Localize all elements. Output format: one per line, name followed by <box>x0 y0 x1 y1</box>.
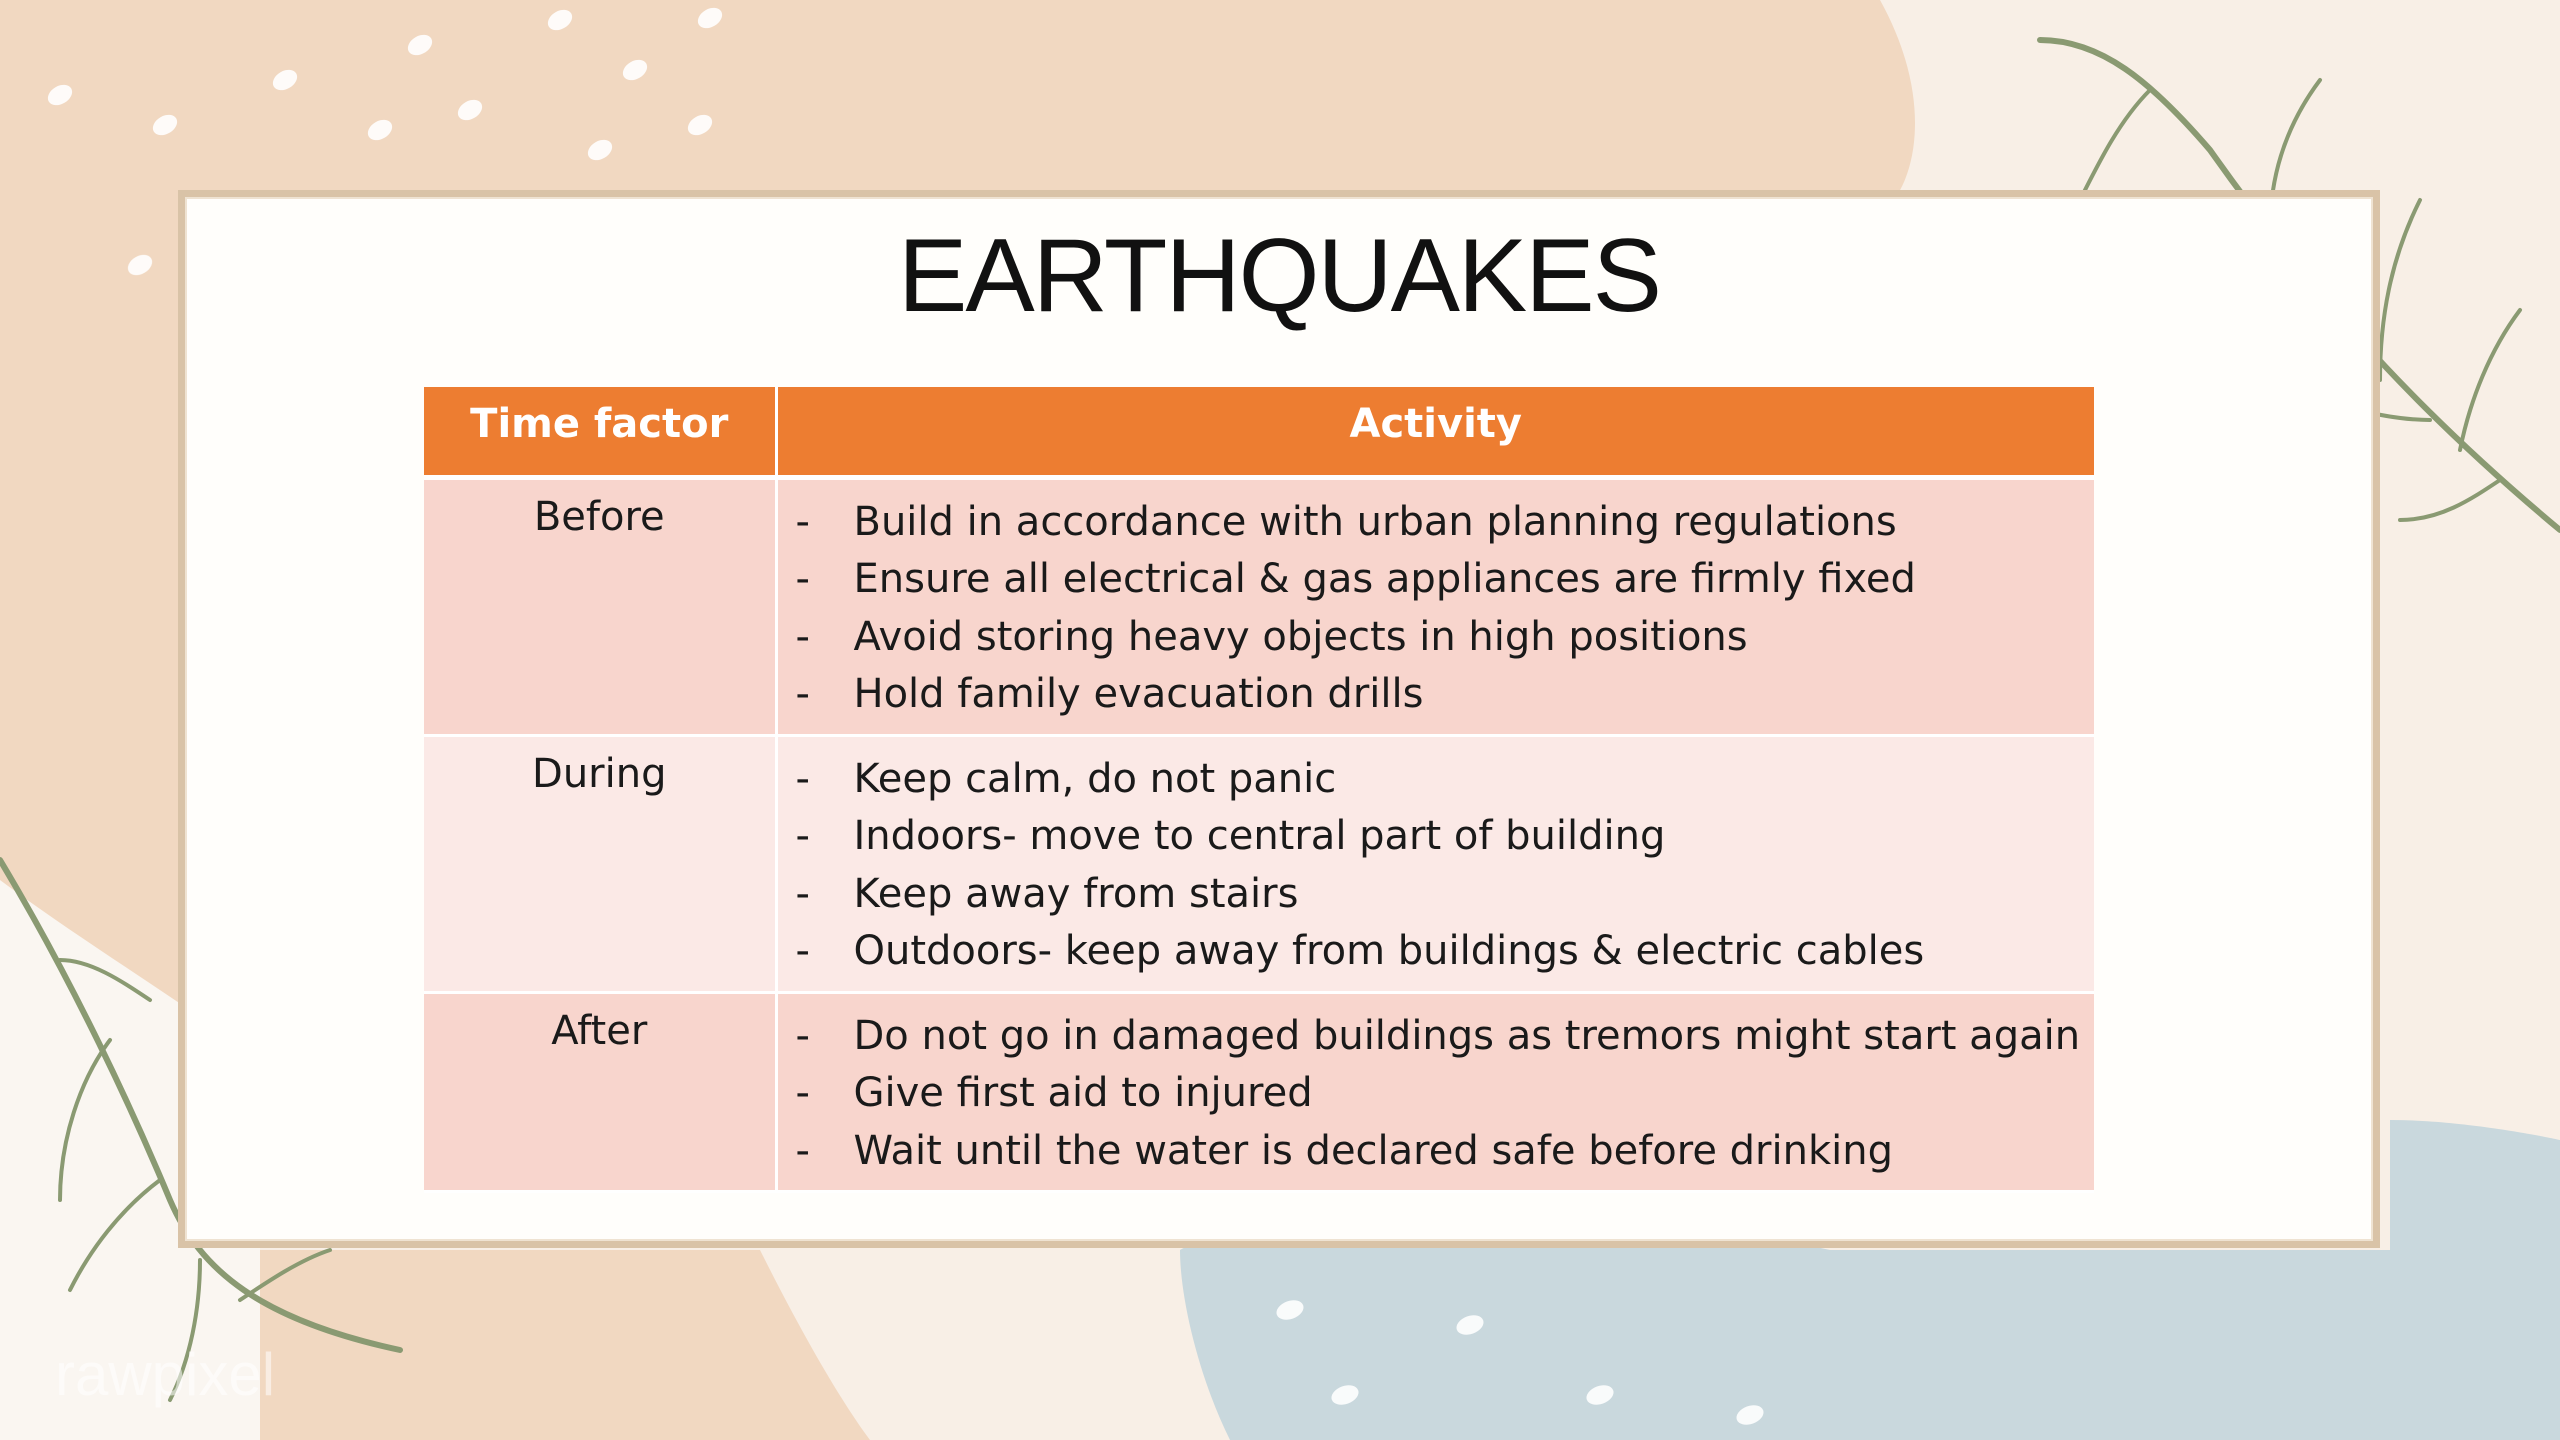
bullet-dash: - <box>795 1127 810 1174</box>
activity-text: Ensure all electrical & gas appliances are firmly fixed <box>853 556 1916 602</box>
list-item <box>796 609 2095 667</box>
list-item <box>796 551 2095 609</box>
activity-text: Give first aid to injured <box>853 1070 1313 1116</box>
bullet-dash: - <box>795 870 810 917</box>
table-header-row <box>424 387 2094 477</box>
list-item <box>796 751 2095 809</box>
list-item <box>796 923 2095 981</box>
activity-cell <box>776 992 2094 1192</box>
earthquake-table <box>424 387 2094 1193</box>
bullet-dash: - <box>795 1012 810 1059</box>
table-row-during <box>424 735 2094 992</box>
slide-card <box>178 190 2380 1248</box>
bullet-dash: - <box>795 671 810 717</box>
activity-text: Indoors- move to central part of building <box>853 813 1666 859</box>
bullet-dash: - <box>795 928 810 974</box>
activity-text: Keep away from stairs <box>853 870 1299 917</box>
activity-text: Keep calm, do not panic <box>853 755 1337 802</box>
list-item <box>796 494 2095 552</box>
watermark: rawpixel <box>55 1341 276 1408</box>
activity-text: Avoid storing heavy objects in high positions <box>853 613 1748 660</box>
activity-list <box>778 751 2095 981</box>
activity-list <box>778 1008 2095 1181</box>
list-item <box>796 808 2095 866</box>
header-activity: Activity <box>776 387 2094 477</box>
list-item <box>796 1008 2095 1066</box>
activity-cell <box>776 735 2094 992</box>
time-cell: After <box>424 992 776 1192</box>
list-item <box>796 1123 2095 1181</box>
activity-text: Build in accordance with urban planning regulations <box>853 498 1897 545</box>
bullet-dash: - <box>795 813 810 859</box>
slide-title: EARTHQUAKES <box>897 218 1661 334</box>
activity-list <box>778 494 2095 724</box>
list-item <box>796 1065 2095 1123</box>
table-row-before <box>424 477 2094 735</box>
list-item <box>796 666 2095 724</box>
bullet-dash: - <box>795 755 810 802</box>
activity-cell <box>776 477 2094 735</box>
bullet-dash: - <box>795 556 810 602</box>
bullet-dash: - <box>795 613 810 660</box>
time-cell: During <box>424 735 776 992</box>
table-row-after <box>424 992 2094 1192</box>
activity-text: Do not go in damaged buildings as tremors might start again <box>853 1012 2081 1059</box>
header-time-factor: Time factor <box>424 387 776 477</box>
activity-text: Wait until the water is declared safe before drinking <box>853 1127 1893 1174</box>
list-item <box>796 866 2095 924</box>
bullet-dash: - <box>795 1070 810 1116</box>
time-cell: Before <box>424 477 776 735</box>
activity-text: Hold family evacuation drills <box>853 671 1424 717</box>
bullet-dash: - <box>795 498 810 545</box>
activity-text: Outdoors- keep away from buildings & electric cables <box>853 928 1925 974</box>
